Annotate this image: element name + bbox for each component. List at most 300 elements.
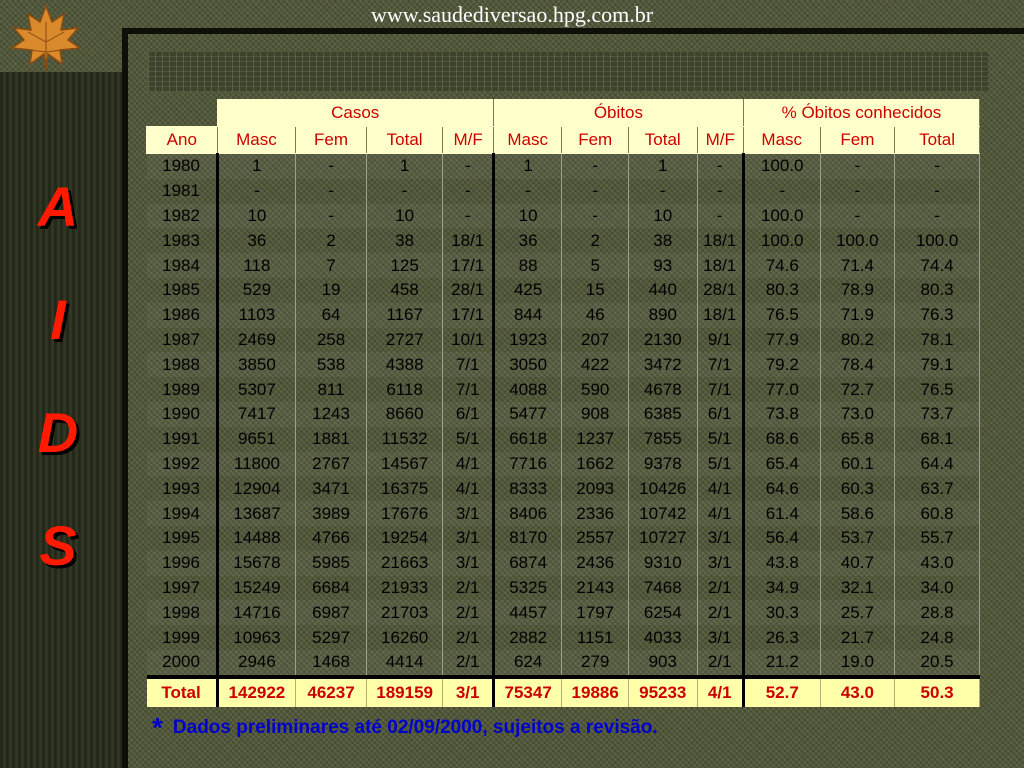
table-cell: 100.0 bbox=[895, 228, 980, 253]
column-header: Masc bbox=[743, 127, 820, 154]
total-cell: 52.7 bbox=[743, 677, 820, 707]
table-cell: 258 bbox=[296, 328, 367, 353]
table-cell: 425 bbox=[493, 278, 562, 303]
table-cell: 1 bbox=[217, 154, 296, 179]
table-cell: 538 bbox=[296, 352, 367, 377]
table-cell: 2727 bbox=[366, 328, 443, 353]
table-cell: 60.3 bbox=[820, 476, 895, 501]
table-cell: 1992 bbox=[147, 452, 218, 477]
table-cell: 2882 bbox=[493, 625, 562, 650]
table-row bbox=[147, 576, 980, 601]
table-row bbox=[147, 625, 980, 650]
group-header-percent-obitos: % Óbitos conhecidos bbox=[743, 100, 979, 127]
table-cell: 125 bbox=[366, 253, 443, 278]
table-cell: 15678 bbox=[217, 551, 296, 576]
table-cell: 4388 bbox=[366, 352, 443, 377]
table-cell: 73.0 bbox=[820, 402, 895, 427]
table-cell: 5/1 bbox=[443, 427, 493, 452]
table-cell: 1981 bbox=[147, 179, 218, 204]
column-header: Masc bbox=[217, 127, 296, 154]
table-cell: - bbox=[296, 204, 367, 229]
table-cell: 4766 bbox=[296, 526, 367, 551]
table-cell: 7417 bbox=[217, 402, 296, 427]
table-cell: - bbox=[562, 154, 629, 179]
column-header: Fem bbox=[296, 127, 367, 154]
table-cell: 100.0 bbox=[743, 204, 820, 229]
table-cell: 14716 bbox=[217, 600, 296, 625]
table-cell: - bbox=[443, 204, 493, 229]
table-cell: 3/1 bbox=[443, 526, 493, 551]
table-cell: 4088 bbox=[493, 377, 562, 402]
table-row bbox=[147, 650, 980, 677]
column-header: Total bbox=[895, 127, 980, 154]
table-cell: 7855 bbox=[628, 427, 697, 452]
table-cell: 11532 bbox=[366, 427, 443, 452]
table-cell: 1999 bbox=[147, 625, 218, 650]
table-cell: 72.7 bbox=[820, 377, 895, 402]
total-cell: 19886 bbox=[562, 677, 629, 707]
table-cell: 3/1 bbox=[697, 526, 743, 551]
table-cell: 76.3 bbox=[895, 303, 980, 328]
table-cell: 73.7 bbox=[895, 402, 980, 427]
table-cell: 1983 bbox=[147, 228, 218, 253]
table-cell: 21.2 bbox=[743, 650, 820, 677]
table-cell: 5/1 bbox=[697, 452, 743, 477]
table-cell: 12904 bbox=[217, 476, 296, 501]
table-cell: 5477 bbox=[493, 402, 562, 427]
table-cell: 1797 bbox=[562, 600, 629, 625]
slide-top-border bbox=[122, 28, 1024, 34]
table-cell: 7/1 bbox=[443, 352, 493, 377]
table-cell: 1994 bbox=[147, 501, 218, 526]
table-cell: 78.1 bbox=[895, 328, 980, 353]
table-cell: 2946 bbox=[217, 650, 296, 677]
table-row bbox=[147, 253, 980, 278]
table-cell: 3/1 bbox=[443, 501, 493, 526]
table-cell: 26.3 bbox=[743, 625, 820, 650]
table-cell: 903 bbox=[628, 650, 697, 677]
total-cell: 95233 bbox=[628, 677, 697, 707]
total-cell: 43.0 bbox=[820, 677, 895, 707]
table-cell: 1103 bbox=[217, 303, 296, 328]
table-cell: 844 bbox=[493, 303, 562, 328]
table-cell: 19 bbox=[296, 278, 367, 303]
table-cell: 8660 bbox=[366, 402, 443, 427]
table-cell: 10727 bbox=[628, 526, 697, 551]
table-cell: 28/1 bbox=[697, 278, 743, 303]
table-cell: 2336 bbox=[562, 501, 629, 526]
table-cell: 21933 bbox=[366, 576, 443, 601]
column-header: Masc bbox=[493, 127, 562, 154]
table-cell: 3/1 bbox=[697, 625, 743, 650]
table-cell: 1989 bbox=[147, 377, 218, 402]
table-cell: 21.7 bbox=[820, 625, 895, 650]
table-cell: 46 bbox=[562, 303, 629, 328]
table-row bbox=[147, 501, 980, 526]
table-cell: 64.4 bbox=[895, 452, 980, 477]
table-cell: 11800 bbox=[217, 452, 296, 477]
table-cell: 118 bbox=[217, 253, 296, 278]
table-cell: 2/1 bbox=[697, 650, 743, 677]
total-cell: 50.3 bbox=[895, 677, 980, 707]
table-cell: 2/1 bbox=[697, 576, 743, 601]
table-cell: 64 bbox=[296, 303, 367, 328]
table-cell: 77.0 bbox=[743, 377, 820, 402]
table-cell: 14567 bbox=[366, 452, 443, 477]
table-row bbox=[147, 551, 980, 576]
table-row bbox=[147, 204, 980, 229]
footnote-marker: * bbox=[152, 712, 163, 743]
table-row bbox=[147, 352, 980, 377]
table-cell: 2/1 bbox=[443, 650, 493, 677]
table-cell: 8170 bbox=[493, 526, 562, 551]
table-cell: 2 bbox=[562, 228, 629, 253]
table-cell: 2/1 bbox=[443, 576, 493, 601]
table-cell: 9651 bbox=[217, 427, 296, 452]
table-cell: 4/1 bbox=[443, 452, 493, 477]
table-cell: - bbox=[217, 179, 296, 204]
table-cell: 1997 bbox=[147, 576, 218, 601]
column-header: Total bbox=[628, 127, 697, 154]
table-cell: 2767 bbox=[296, 452, 367, 477]
table-cell: - bbox=[443, 154, 493, 179]
site-url: www.saudediversao.hpg.com.br bbox=[370, 2, 654, 27]
column-header: M/F bbox=[697, 127, 743, 154]
table-cell: - bbox=[366, 179, 443, 204]
table-cell: 76.5 bbox=[743, 303, 820, 328]
table-cell: - bbox=[697, 154, 743, 179]
column-header-row bbox=[147, 127, 980, 154]
table-cell: 73.8 bbox=[743, 402, 820, 427]
table-cell: 4/1 bbox=[443, 476, 493, 501]
table-cell: 10 bbox=[217, 204, 296, 229]
table-row bbox=[147, 526, 980, 551]
table-cell: 2130 bbox=[628, 328, 697, 353]
table-cell: 5297 bbox=[296, 625, 367, 650]
table-cell: 34.9 bbox=[743, 576, 820, 601]
table-row bbox=[147, 402, 980, 427]
table-cell: 53.7 bbox=[820, 526, 895, 551]
table-cell: 38 bbox=[366, 228, 443, 253]
table-cell: 1167 bbox=[366, 303, 443, 328]
table-cell: 10/1 bbox=[443, 328, 493, 353]
table-cell: 1987 bbox=[147, 328, 218, 353]
table-cell: 60.8 bbox=[895, 501, 980, 526]
table-cell: 811 bbox=[296, 377, 367, 402]
group-header-casos: Casos bbox=[217, 100, 493, 127]
table-row bbox=[147, 154, 980, 179]
table-cell: 4678 bbox=[628, 377, 697, 402]
table-cell: 21703 bbox=[366, 600, 443, 625]
table-cell: 10426 bbox=[628, 476, 697, 501]
table-cell: 6385 bbox=[628, 402, 697, 427]
table-row bbox=[147, 179, 980, 204]
table-cell: - bbox=[895, 179, 980, 204]
table-cell: 14488 bbox=[217, 526, 296, 551]
side-title-letter: A bbox=[37, 175, 79, 238]
table-cell: 28/1 bbox=[443, 278, 493, 303]
table-cell: 80.3 bbox=[743, 278, 820, 303]
table-cell: 30.3 bbox=[743, 600, 820, 625]
table-cell: - bbox=[743, 179, 820, 204]
table-cell: 1982 bbox=[147, 204, 218, 229]
table-row bbox=[147, 303, 980, 328]
table-cell: - bbox=[562, 179, 629, 204]
table-cell: 440 bbox=[628, 278, 697, 303]
column-header: Fem bbox=[820, 127, 895, 154]
table-cell: 1986 bbox=[147, 303, 218, 328]
table-cell: - bbox=[493, 179, 562, 204]
table-row bbox=[147, 328, 980, 353]
side-title-letter: I bbox=[50, 288, 66, 351]
column-header: Fem bbox=[562, 127, 629, 154]
table-cell: 1984 bbox=[147, 253, 218, 278]
table-cell: 279 bbox=[562, 650, 629, 677]
total-cell: 75347 bbox=[493, 677, 562, 707]
table-row bbox=[147, 427, 980, 452]
table-cell: 65.4 bbox=[743, 452, 820, 477]
table-cell: 17676 bbox=[366, 501, 443, 526]
table-cell: 18/1 bbox=[697, 253, 743, 278]
table-cell: 9378 bbox=[628, 452, 697, 477]
table-cell: 36 bbox=[217, 228, 296, 253]
table-cell: 56.4 bbox=[743, 526, 820, 551]
total-cell: 142922 bbox=[217, 677, 296, 707]
table-cell: 4/1 bbox=[697, 501, 743, 526]
column-header: Total bbox=[366, 127, 443, 154]
table-cell: 1237 bbox=[562, 427, 629, 452]
table-cell: 63.7 bbox=[895, 476, 980, 501]
table-cell: - bbox=[296, 154, 367, 179]
total-cell: 189159 bbox=[366, 677, 443, 707]
table-cell: 77.9 bbox=[743, 328, 820, 353]
table-cell: 43.0 bbox=[895, 551, 980, 576]
table-cell: 2 bbox=[296, 228, 367, 253]
table-cell: 4/1 bbox=[697, 476, 743, 501]
table-cell: 1662 bbox=[562, 452, 629, 477]
footnote-text: Dados preliminares até 02/09/2000, sujeitos a revisão. bbox=[172, 717, 658, 738]
table-cell: 7/1 bbox=[697, 352, 743, 377]
table-row bbox=[147, 600, 980, 625]
table-cell: 76.5 bbox=[895, 377, 980, 402]
table-cell: 16375 bbox=[366, 476, 443, 501]
table-cell: 6118 bbox=[366, 377, 443, 402]
total-cell: 4/1 bbox=[697, 677, 743, 707]
table-cell: - bbox=[820, 204, 895, 229]
table-cell: 21663 bbox=[366, 551, 443, 576]
table-cell: 5307 bbox=[217, 377, 296, 402]
table-cell: 5985 bbox=[296, 551, 367, 576]
table-cell: 9310 bbox=[628, 551, 697, 576]
table-cell: 3472 bbox=[628, 352, 697, 377]
table-cell: 2469 bbox=[217, 328, 296, 353]
table-cell: 38 bbox=[628, 228, 697, 253]
table-cell: 10 bbox=[628, 204, 697, 229]
table-cell: - bbox=[697, 204, 743, 229]
table-row bbox=[147, 476, 980, 501]
table-cell: 88 bbox=[493, 253, 562, 278]
table-cell: 4457 bbox=[493, 600, 562, 625]
table-cell: - bbox=[296, 179, 367, 204]
table-cell: 5 bbox=[562, 253, 629, 278]
table-cell: 74.6 bbox=[743, 253, 820, 278]
table-cell: - bbox=[820, 154, 895, 179]
table-cell: 1468 bbox=[296, 650, 367, 677]
table-cell: 10 bbox=[493, 204, 562, 229]
table-cell: 40.7 bbox=[820, 551, 895, 576]
table-cell: 5/1 bbox=[697, 427, 743, 452]
table-cell: 16260 bbox=[366, 625, 443, 650]
table-cell: 55.7 bbox=[895, 526, 980, 551]
table-cell: 28.8 bbox=[895, 600, 980, 625]
table-row bbox=[147, 377, 980, 402]
table-cell: 3850 bbox=[217, 352, 296, 377]
total-cell: Total bbox=[147, 677, 218, 707]
group-header-row bbox=[147, 100, 980, 127]
table-cell: - bbox=[443, 179, 493, 204]
table-cell: 18/1 bbox=[697, 228, 743, 253]
table-cell: 1881 bbox=[296, 427, 367, 452]
table-cell: 68.6 bbox=[743, 427, 820, 452]
table-cell: 19254 bbox=[366, 526, 443, 551]
table-cell: 4033 bbox=[628, 625, 697, 650]
table-cell: 100.0 bbox=[820, 228, 895, 253]
table-cell: 1991 bbox=[147, 427, 218, 452]
table-cell: 9/1 bbox=[697, 328, 743, 353]
table-cell: 6618 bbox=[493, 427, 562, 452]
table-cell: - bbox=[628, 179, 697, 204]
footnote bbox=[152, 712, 992, 744]
table-cell: 590 bbox=[562, 377, 629, 402]
illegible-table-title bbox=[148, 52, 988, 92]
table-cell: 1 bbox=[366, 154, 443, 179]
table-cell: 1151 bbox=[562, 625, 629, 650]
table-cell: 36 bbox=[493, 228, 562, 253]
table-cell: 19.0 bbox=[820, 650, 895, 677]
table-cell: 17/1 bbox=[443, 253, 493, 278]
table-cell: 6254 bbox=[628, 600, 697, 625]
table-cell: 71.9 bbox=[820, 303, 895, 328]
table-cell: 58.6 bbox=[820, 501, 895, 526]
table-cell: 6987 bbox=[296, 600, 367, 625]
table-row bbox=[147, 278, 980, 303]
table-cell: 6/1 bbox=[697, 402, 743, 427]
table-cell: 78.4 bbox=[820, 352, 895, 377]
table-cell: 79.2 bbox=[743, 352, 820, 377]
table-cell: 80.3 bbox=[895, 278, 980, 303]
table-cell: 80.2 bbox=[820, 328, 895, 353]
table-cell: 4414 bbox=[366, 650, 443, 677]
table-cell: 422 bbox=[562, 352, 629, 377]
slide-left-border bbox=[122, 30, 128, 768]
table-cell: 3/1 bbox=[697, 551, 743, 576]
table-cell: 1985 bbox=[147, 278, 218, 303]
table-cell: 1993 bbox=[147, 476, 218, 501]
table-cell: 20.5 bbox=[895, 650, 980, 677]
header-spacer bbox=[147, 100, 218, 127]
table-cell: 32.1 bbox=[820, 576, 895, 601]
table-cell: 7/1 bbox=[697, 377, 743, 402]
table-cell: 60.1 bbox=[820, 452, 895, 477]
table-cell: 1923 bbox=[493, 328, 562, 353]
table-cell: 6684 bbox=[296, 576, 367, 601]
table-cell: 24.8 bbox=[895, 625, 980, 650]
table-cell: 79.1 bbox=[895, 352, 980, 377]
table-cell: 18/1 bbox=[443, 228, 493, 253]
table-cell: 2/1 bbox=[443, 600, 493, 625]
table-cell: 2093 bbox=[562, 476, 629, 501]
table-cell: 15249 bbox=[217, 576, 296, 601]
side-title-letter: D bbox=[37, 401, 79, 464]
table-cell: 1995 bbox=[147, 526, 218, 551]
table-cell: 64.6 bbox=[743, 476, 820, 501]
aids-cases-table bbox=[146, 99, 980, 707]
table-cell: 100.0 bbox=[743, 228, 820, 253]
table-cell: 2557 bbox=[562, 526, 629, 551]
column-header: M/F bbox=[443, 127, 493, 154]
table-cell: 93 bbox=[628, 253, 697, 278]
table-cell: 1980 bbox=[147, 154, 218, 179]
table-cell: 624 bbox=[493, 650, 562, 677]
column-header: Ano bbox=[147, 127, 218, 154]
table-cell: - bbox=[895, 154, 980, 179]
table-row bbox=[147, 228, 980, 253]
table-cell: 100.0 bbox=[743, 154, 820, 179]
table-cell: 15 bbox=[562, 278, 629, 303]
table-cell: 5325 bbox=[493, 576, 562, 601]
table-cell: 68.1 bbox=[895, 427, 980, 452]
table-cell: 890 bbox=[628, 303, 697, 328]
table-cell: 458 bbox=[366, 278, 443, 303]
table-cell: 78.9 bbox=[820, 278, 895, 303]
table-cell: 6/1 bbox=[443, 402, 493, 427]
table-cell: 34.0 bbox=[895, 576, 980, 601]
table-cell: 7/1 bbox=[443, 377, 493, 402]
table-cell: 65.8 bbox=[820, 427, 895, 452]
table-cell: 71.4 bbox=[820, 253, 895, 278]
table-cell: 6874 bbox=[493, 551, 562, 576]
table-cell: 2143 bbox=[562, 576, 629, 601]
table-cell: 908 bbox=[562, 402, 629, 427]
table-cell: 2436 bbox=[562, 551, 629, 576]
total-row bbox=[147, 677, 980, 707]
table-cell: - bbox=[820, 179, 895, 204]
table-cell: 7716 bbox=[493, 452, 562, 477]
table-cell: 3989 bbox=[296, 501, 367, 526]
table-cell: 3/1 bbox=[443, 551, 493, 576]
table-cell: 1 bbox=[628, 154, 697, 179]
table-cell: 10742 bbox=[628, 501, 697, 526]
table-cell: 3050 bbox=[493, 352, 562, 377]
table-cell: 10 bbox=[366, 204, 443, 229]
table-cell: 2/1 bbox=[697, 600, 743, 625]
table-cell: - bbox=[562, 204, 629, 229]
table-cell: 17/1 bbox=[443, 303, 493, 328]
group-header-obitos: Óbitos bbox=[493, 100, 743, 127]
table-cell: 1998 bbox=[147, 600, 218, 625]
table-row bbox=[147, 452, 980, 477]
table-cell: 43.8 bbox=[743, 551, 820, 576]
table-cell: 61.4 bbox=[743, 501, 820, 526]
table-cell: 1243 bbox=[296, 402, 367, 427]
table-cell: 1988 bbox=[147, 352, 218, 377]
table-cell: 13687 bbox=[217, 501, 296, 526]
table-cell: 529 bbox=[217, 278, 296, 303]
side-title-letter: S bbox=[39, 514, 77, 577]
table-cell: 207 bbox=[562, 328, 629, 353]
table-cell: 1990 bbox=[147, 402, 218, 427]
table-cell: 7 bbox=[296, 253, 367, 278]
